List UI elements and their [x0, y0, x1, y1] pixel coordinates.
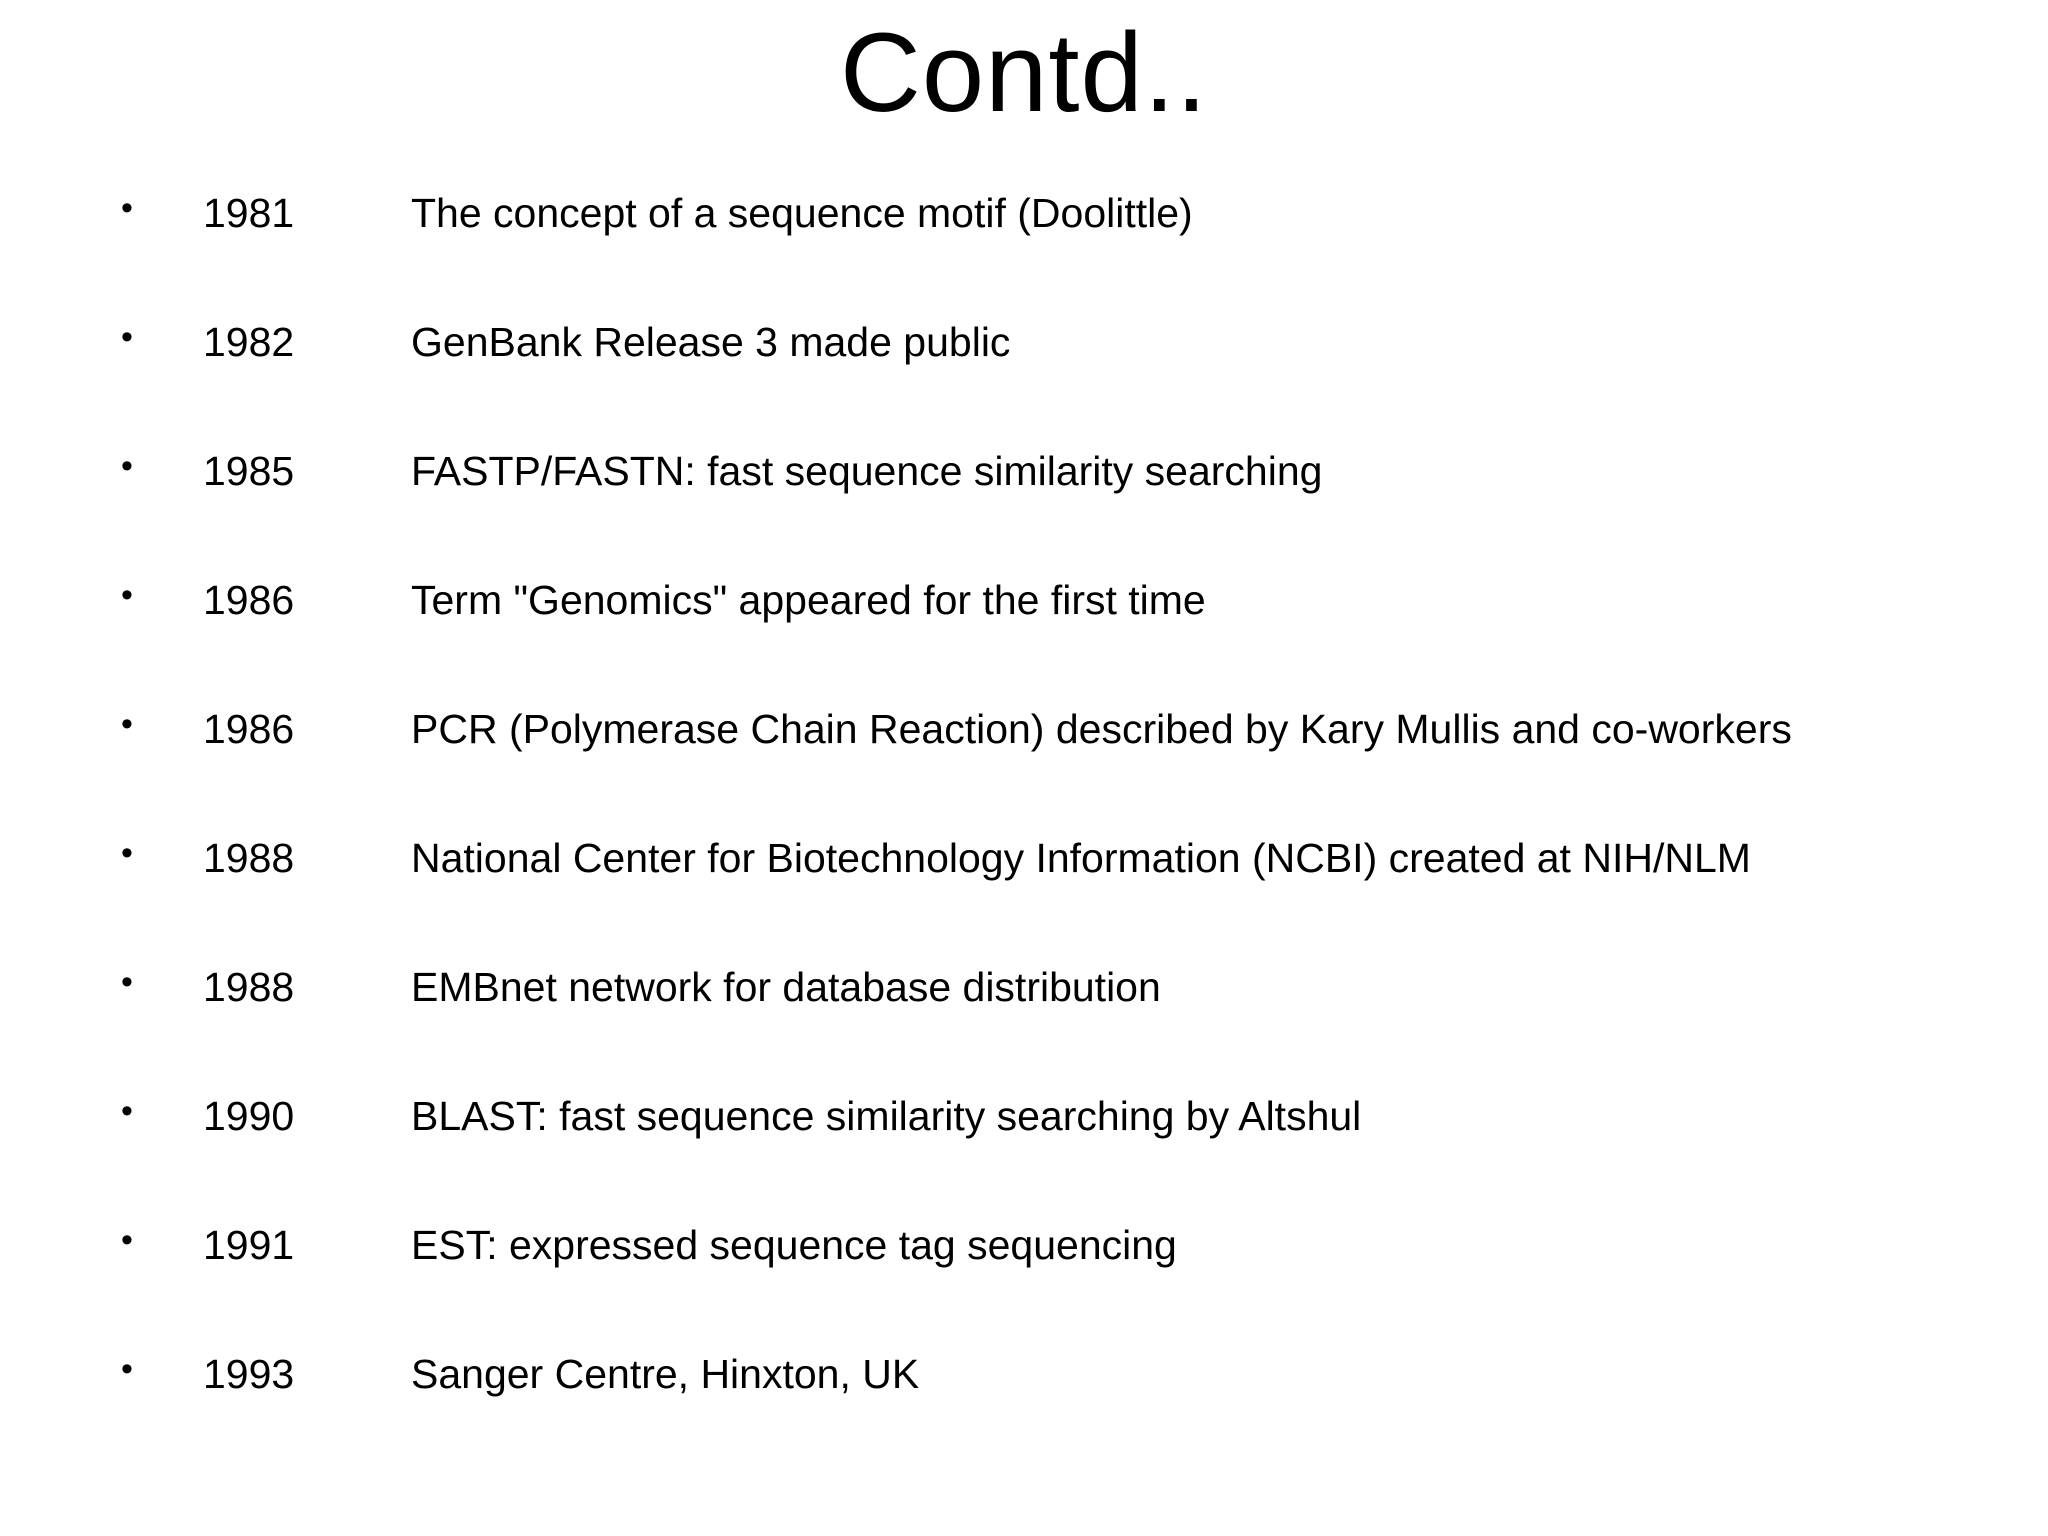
item-description: Term "Genomics" appeared for the first time — [411, 577, 1206, 623]
bullet-icon: • — [121, 705, 133, 743]
item-description: FASTP/FASTN: fast sequence similarity searching — [411, 448, 1323, 494]
list-item — [0, 823, 2048, 952]
item-description: PCR (Polymerase Chain Reaction) described by Kary Mullis and co-workers — [411, 706, 1792, 752]
timeline-list — [0, 178, 2048, 1468]
item-description: National Center for Biotechnology Information (NCBI) created at NIH/NLM — [411, 835, 1751, 881]
list-item — [0, 307, 2048, 436]
item-year: 1990 — [203, 1093, 295, 1139]
list-item — [0, 1081, 2048, 1210]
item-year: 1986 — [203, 577, 295, 623]
item-year: 1993 — [203, 1351, 295, 1397]
list-item — [0, 694, 2048, 823]
bullet-icon: • — [121, 576, 133, 614]
bullet-icon: • — [121, 189, 133, 227]
item-description: GenBank Release 3 made public — [411, 319, 1011, 365]
bullet-icon: • — [121, 834, 133, 872]
list-item — [0, 1210, 2048, 1339]
item-year: 1985 — [203, 448, 295, 494]
list-item — [0, 178, 2048, 307]
list-item — [0, 565, 2048, 694]
item-description: The concept of a sequence motif (Doolittle) — [411, 190, 1193, 236]
list-item — [0, 1339, 2048, 1468]
list-item — [0, 436, 2048, 565]
bullet-icon: • — [121, 447, 133, 485]
item-year: 1982 — [203, 319, 295, 365]
item-description: BLAST: fast sequence similarity searching by Altshul — [411, 1093, 1362, 1139]
bullet-icon: • — [121, 1350, 133, 1388]
item-year: 1991 — [203, 1222, 295, 1268]
item-year: 1981 — [203, 190, 295, 236]
list-item — [0, 952, 2048, 1081]
item-year: 1988 — [203, 835, 295, 881]
item-year: 1986 — [203, 706, 295, 752]
bullet-icon: • — [121, 1221, 133, 1259]
item-description: EST: expressed sequence tag sequencing — [411, 1222, 1177, 1268]
bullet-icon: • — [121, 963, 133, 1001]
bullet-icon: • — [121, 1092, 133, 1130]
slide-title: Contd.. — [839, 10, 1209, 135]
item-description: Sanger Centre, Hinxton, UK — [411, 1351, 920, 1397]
item-year: 1988 — [203, 964, 295, 1010]
bullet-icon: • — [121, 318, 133, 356]
item-description: EMBnet network for database distribution — [411, 964, 1161, 1010]
